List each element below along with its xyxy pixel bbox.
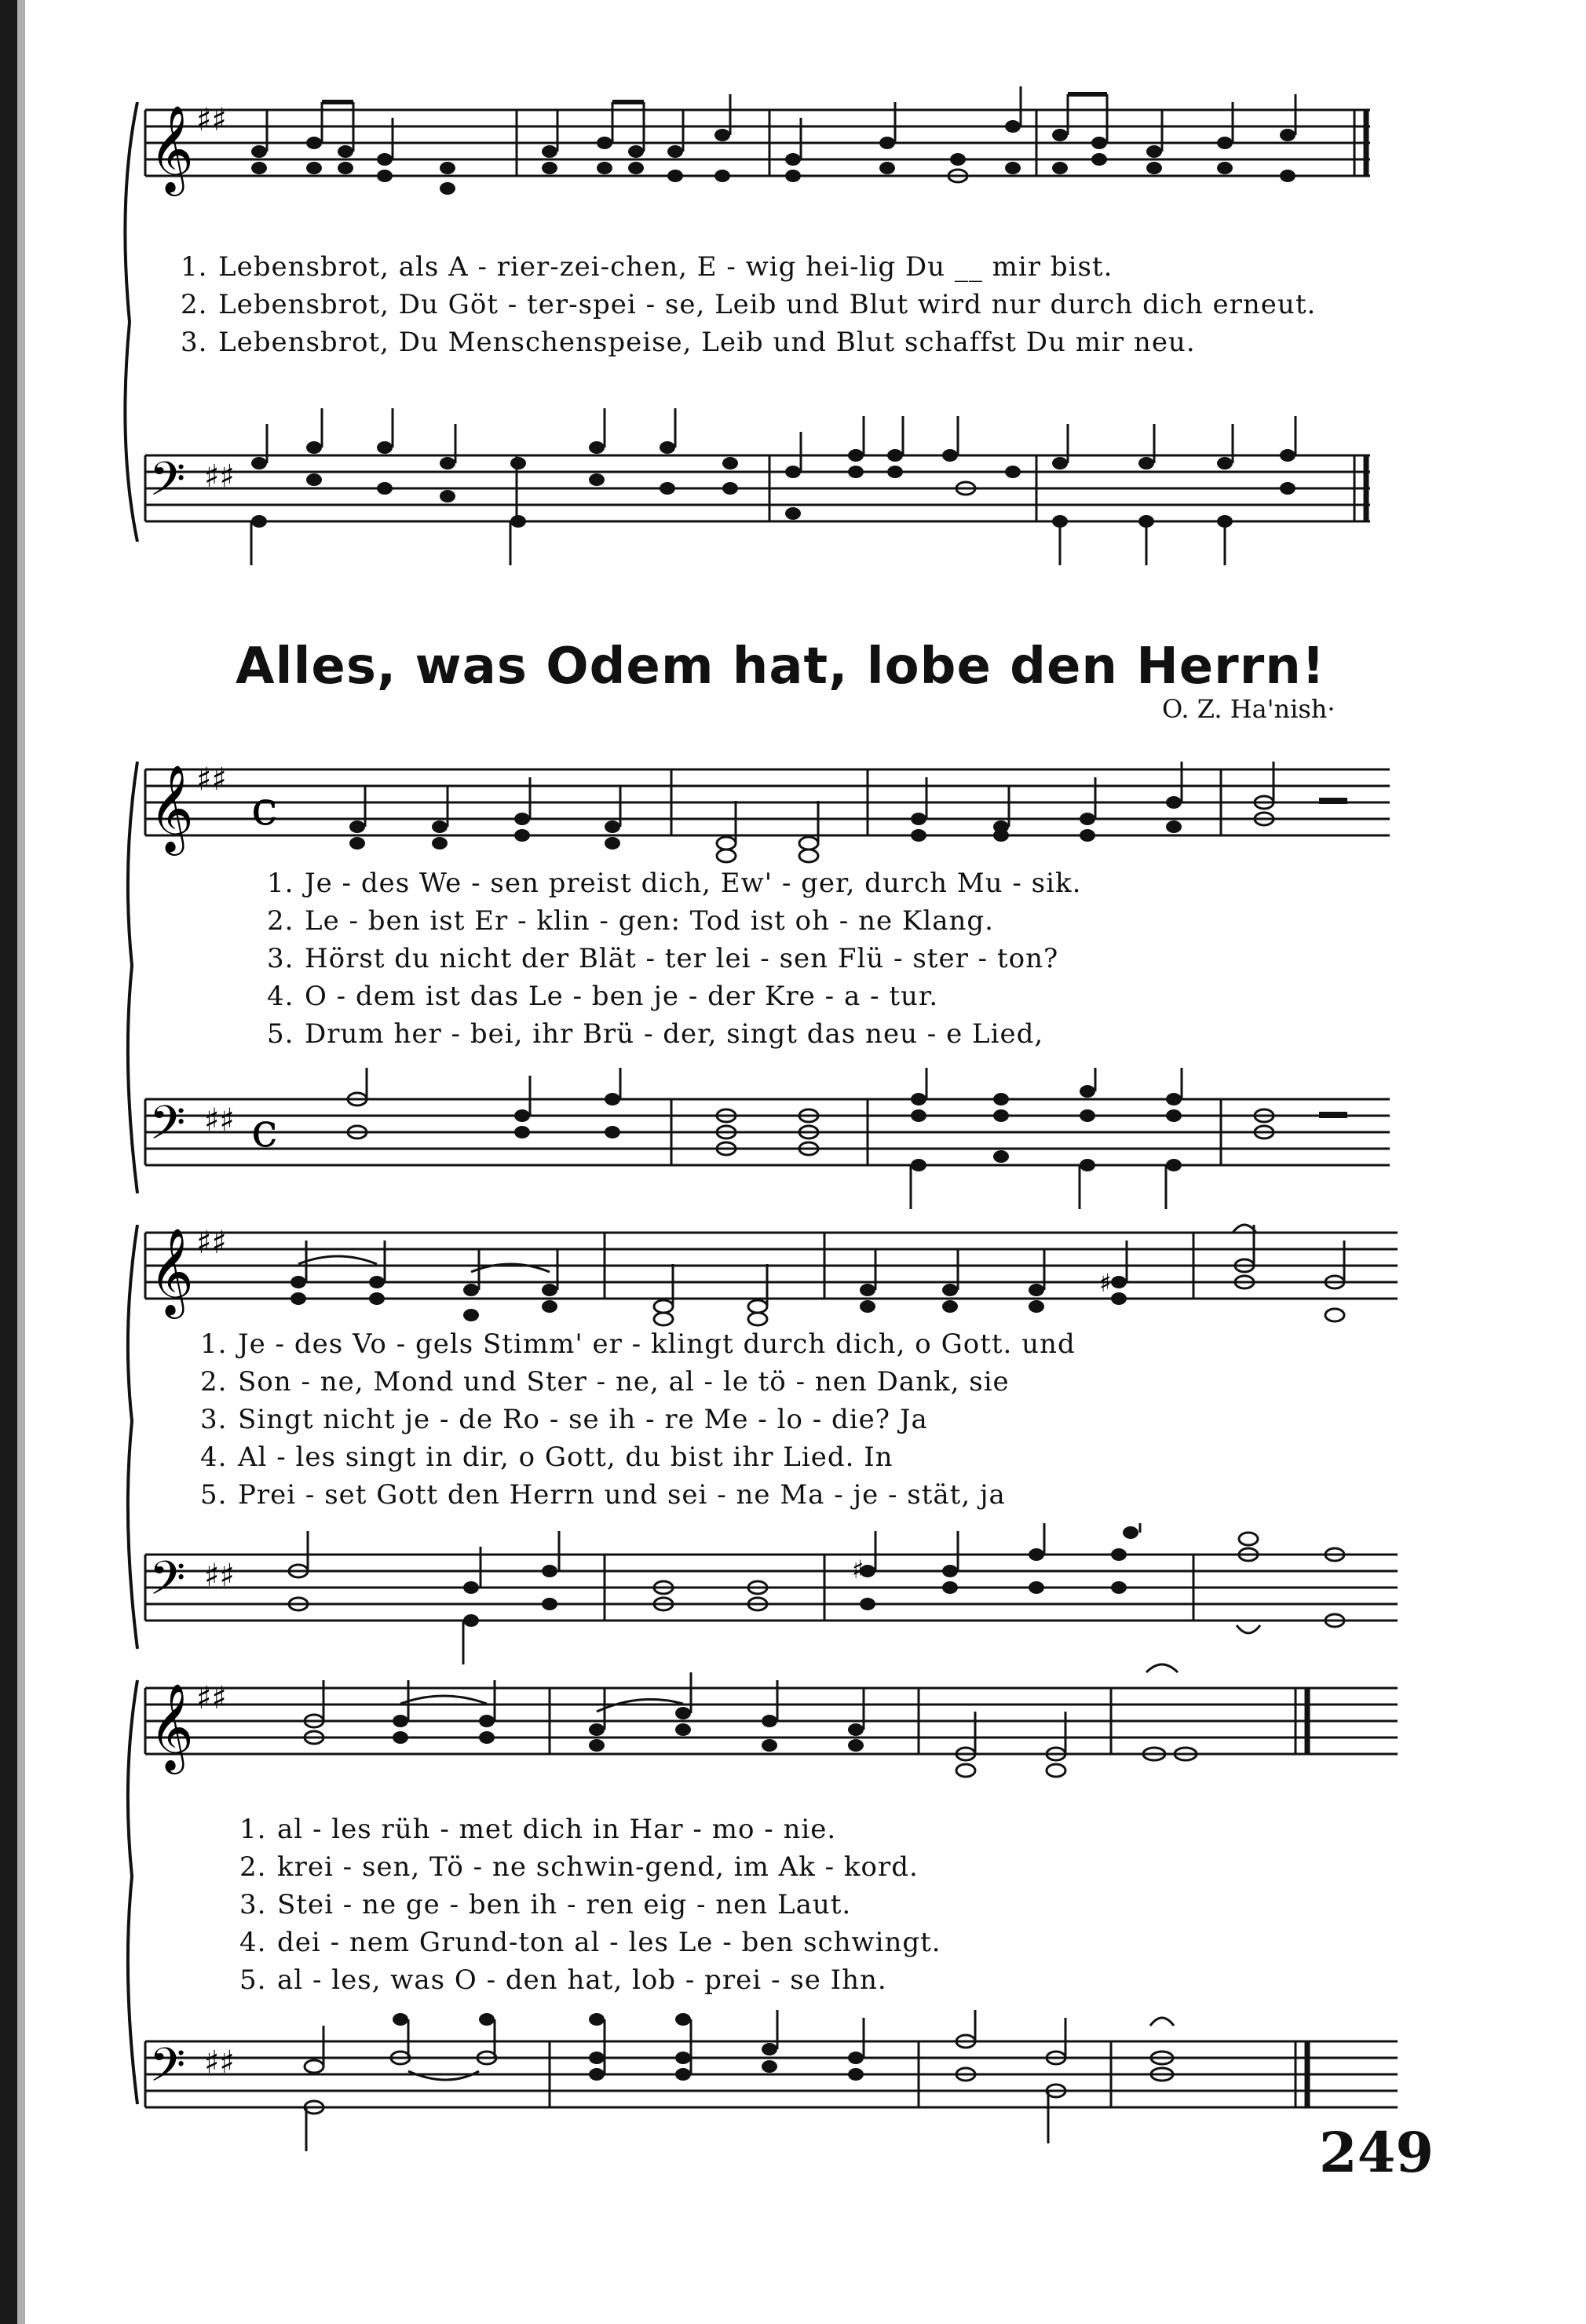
verse-number: 2. bbox=[181, 289, 208, 320]
system1-lyric-line-4 bbox=[267, 981, 938, 1012]
verse-number: 3. bbox=[181, 327, 208, 358]
svg-text:♯♯: ♯♯ bbox=[204, 1102, 235, 1138]
lyric-text: al - les, was O - den hat, lob - prei - se Ihn. bbox=[277, 1964, 887, 1996]
lyric-text: Al - les singt in dir, o Gott, du bist ihr Lied. In bbox=[238, 1442, 893, 1473]
hymn-title: Alles, was Odem hat, lobe den Herrn! bbox=[236, 638, 1326, 696]
verse-number: 3. bbox=[239, 1889, 267, 1920]
lyric-text: krei - sen, Tö - ne schwin-gend, im Ak - kord. bbox=[277, 1851, 919, 1883]
verse-number: 4. bbox=[200, 1442, 228, 1473]
lyric-text: O - dem ist das Le - ben je - der Kre - a - tur. bbox=[305, 981, 939, 1012]
svg-text:𝄢: 𝄢 bbox=[149, 1551, 186, 1617]
lyric-text: Le - ben ist Er - klin - gen: Tod ist oh - ne Klang. bbox=[305, 905, 994, 937]
system3-lyric-line-1 bbox=[239, 1814, 836, 1845]
system2-lyric-line-3 bbox=[200, 1404, 928, 1435]
lyric-text: Hörst du nicht der Blät - ter lei - sen Flü - ster - ton? bbox=[305, 943, 1059, 974]
system1-lyric-line-5 bbox=[267, 1018, 1043, 1050]
svg-text:♯: ♯ bbox=[1099, 1268, 1112, 1298]
lyric-text: Lebensbrot, Du Menschenspeise, Leib und Blut schaffst Du mir neu. bbox=[218, 327, 1196, 358]
system1-lyric-line-1 bbox=[267, 868, 1081, 899]
verse-number: 3. bbox=[200, 1404, 228, 1435]
system3-lyric-line-3 bbox=[239, 1889, 851, 1920]
system2-lyric-line-2 bbox=[200, 1366, 1010, 1398]
top-bass-staff bbox=[0, 408, 1398, 581]
verse-number: 4. bbox=[239, 1927, 267, 1958]
verse-number: 5. bbox=[267, 1018, 294, 1050]
lyric-text: Drum her - bei, ihr Brü - der, singt das neu - e Lied, bbox=[305, 1018, 1044, 1050]
svg-text:𝄞: 𝄞 bbox=[149, 764, 194, 852]
verse-number: 2. bbox=[239, 1851, 267, 1883]
svg-text:𝄢: 𝄢 bbox=[149, 451, 186, 517]
system3-lyric-line-5 bbox=[239, 1964, 887, 1996]
top-lyric-line-2 bbox=[181, 289, 1316, 320]
svg-text:♯♯: ♯♯ bbox=[196, 102, 227, 138]
svg-text:𝄢: 𝄢 bbox=[149, 1095, 186, 1161]
system2-lyric-line-4 bbox=[200, 1442, 893, 1473]
system1-lyric-line-3 bbox=[267, 943, 1058, 974]
verse-number: 5. bbox=[239, 1964, 267, 1996]
svg-text:♯♯: ♯♯ bbox=[204, 1558, 235, 1594]
system3-lyric-line-4 bbox=[239, 1927, 941, 1958]
system3-treble-staff bbox=[0, 1657, 1398, 1814]
svg-text:♯♯: ♯♯ bbox=[204, 2044, 235, 2081]
top-treble-staff bbox=[0, 86, 1398, 243]
svg-text:♯♯: ♯♯ bbox=[196, 1680, 227, 1716]
top-lyric-line-1 bbox=[181, 251, 1113, 283]
verse-number: 1. bbox=[181, 251, 208, 283]
svg-text:♯♯: ♯♯ bbox=[204, 459, 235, 495]
lyric-text: Prei - set Gott den Herrn und sei - ne Ma - je - stät, ja bbox=[238, 1479, 1006, 1511]
svg-text:𝄞: 𝄞 bbox=[149, 1683, 194, 1770]
top-system-brace bbox=[0, 102, 157, 542]
svg-text:♯: ♯ bbox=[852, 1555, 864, 1584]
lower-systems-brace bbox=[0, 754, 157, 2167]
system1-lyric-line-2 bbox=[267, 905, 994, 937]
system2-lyric-line-1 bbox=[200, 1328, 1076, 1360]
svg-text:c: c bbox=[251, 1103, 278, 1158]
lyric-text: Lebensbrot, Du Göt - ter-spei - se, Leib und Blut wird nur durch dich erneut. bbox=[218, 289, 1317, 320]
svg-text:𝄞: 𝄞 bbox=[149, 104, 194, 192]
hymn-composer: O. Z. Ha'nish· bbox=[1162, 694, 1336, 724]
lyric-text: Son - ne, Mond und Ster - ne, al - le tö - nen Dank, sie bbox=[238, 1366, 1010, 1398]
lyric-text: Je - des We - sen preist dich, Ew' - ger, durch Mu - sik. bbox=[305, 868, 1082, 899]
top-lyric-line-3 bbox=[181, 327, 1196, 358]
verse-number: 1. bbox=[267, 868, 294, 899]
verse-number: 1. bbox=[239, 1814, 267, 1845]
lyric-text: Je - des Vo - gels Stimm' er - klingt durch dich, o Gott. und bbox=[238, 1328, 1076, 1360]
svg-text:𝄞: 𝄞 bbox=[149, 1227, 194, 1315]
verse-number: 4. bbox=[267, 981, 294, 1012]
lyric-text: Stei - ne ge - ben ih - ren eig - nen Laut. bbox=[277, 1889, 852, 1920]
lyric-text: al - les rüh - met dich in Har - mo - nie. bbox=[277, 1814, 837, 1845]
lyric-text: Lebensbrot, als A - rier-zei-chen, E - wig hei-lig Du __ mir bist. bbox=[218, 251, 1113, 283]
system2-lyric-line-5 bbox=[200, 1479, 1006, 1511]
verse-number: 1. bbox=[200, 1328, 228, 1360]
verse-number: 3. bbox=[267, 943, 294, 974]
svg-text:𝄢: 𝄢 bbox=[149, 2037, 186, 2103]
page-number: 249 bbox=[1319, 2120, 1434, 2185]
verse-number: 5. bbox=[200, 1479, 228, 1511]
verse-number: 2. bbox=[200, 1366, 228, 1398]
lyric-text: dei - nem Grund-ton al - les Le - ben schwingt. bbox=[277, 1927, 941, 1958]
system3-bass-staff bbox=[0, 2010, 1398, 2167]
lyric-text: Singt nicht je - de Ro - se ih - re Me - lo - die? Ja bbox=[238, 1404, 928, 1435]
svg-text:♯♯: ♯♯ bbox=[196, 1225, 227, 1261]
svg-text:♯♯: ♯♯ bbox=[196, 762, 227, 798]
verse-number: 2. bbox=[267, 905, 294, 937]
system3-lyric-line-2 bbox=[239, 1851, 919, 1883]
svg-text:c: c bbox=[251, 781, 278, 836]
